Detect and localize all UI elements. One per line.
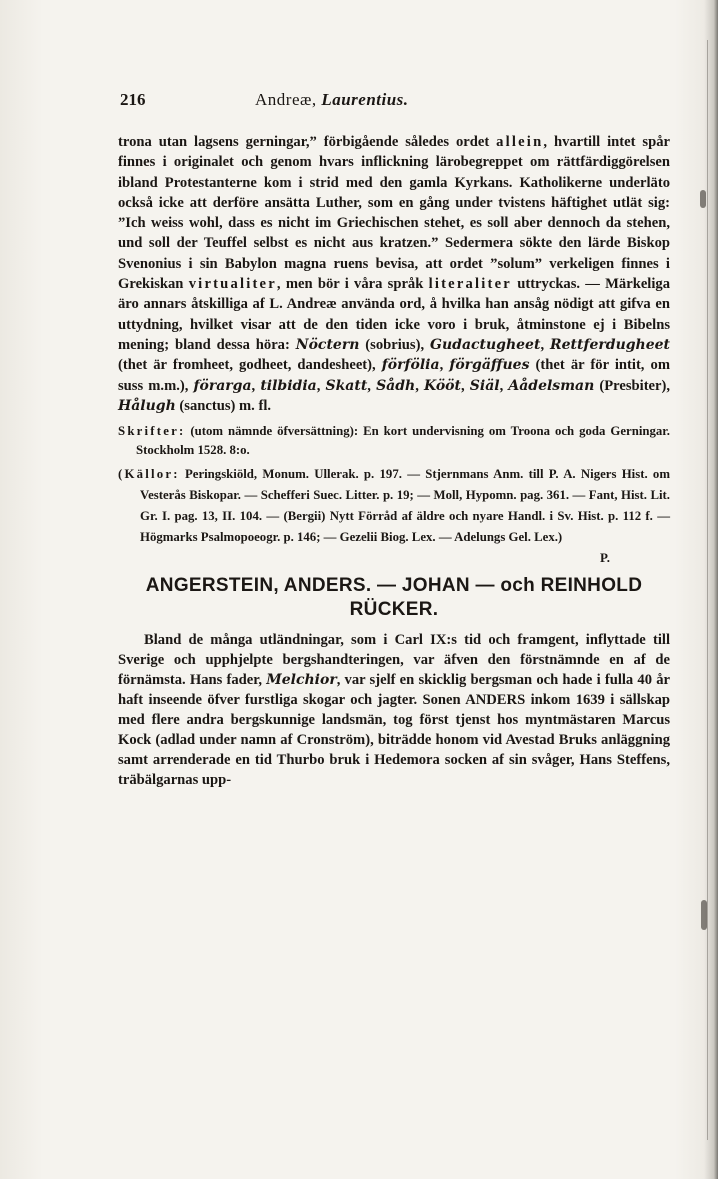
main-text-block [118, 132, 670, 416]
entry-heading [118, 574, 670, 622]
running-head-author: Andreæ, [255, 90, 317, 109]
sources-block [118, 464, 670, 548]
page-number: 216 [120, 90, 146, 109]
entry-heading-line1: ANGERSTEIN, ANDERS. — JOHAN — och REINHOLD [145, 575, 643, 596]
margin-smudge [700, 190, 706, 208]
page-header [0, 90, 718, 120]
author-signature: P. [600, 550, 610, 565]
sources-text: Peringskiöld, Monum. Ullerak. p. 197. — Stjernmans Anm. till P. A. Nigers Hist. om Vesterås Biskopar. — Schefferi Suec. Litter. p. 19; — Moll, Hypomn. pag. 361. — Fant, Hist. Lit. Gr. I. pag. 13, II. 104. — (Bergii) Nytt Förråd af äldre och nyare Handl. i Sv. Hist. p. 112 f. — Högmarks Psalmopoeogr. p. 146; — Gezelii Biog. Lex. — Adelungs Gel. Lex.) [140, 467, 670, 544]
sources-paragraph [118, 464, 670, 548]
margin-smudge [701, 900, 707, 930]
skrifter-paragraph [118, 422, 670, 460]
entry-paragraph: Bland de många utländningar, som i Carl IX:s tid och framgent, inflyttade till Sverige och upphjelpte bergshandteringen, var äfven den förstnämnde en af de förnämsta. Hans fader, Melchior, var sjelf en skicklig bergsman och hade i fulla 40 år haft inseende öfver furstliga skogar och jagter. Sonen ANDERS inkom 1639 i sällskap med flere andra bergskunnige landsmän, tog först tjenst hos myntmästaren Marcus Kock (adlad under namn af Cronström), biträdde honom vid Avestad Bruks anläggning samt arrenderade en tid Thurbo bruk i Hedemora socken af sin svåger, Hans Steffens, träbälgarnas upp- [118, 632, 670, 788]
skrifter-block [118, 422, 670, 460]
entry-heading-line2: RÜCKER. [349, 599, 439, 620]
running-head [255, 90, 409, 110]
running-head-name: Laurentius. [321, 90, 409, 109]
main-paragraph: trona utan lagsens gerningar,” förbigående således ordet allein, hvartill intet spår finnes i originalet och genom hvars inflickning lärobegreppet om rättfärdiggörelsen ibland Protestanterne kom i strid med den gamla Kyrkans. Katholikerne underläto också icke att derföre ansätta Luther, som en gång under tvistens häftighet utlät sig: ”Ich weiss wohl, dass es nicht im Griechischen stehet, es soll aber dennoch da stehen, und soll der Teuffel selbst es nicht aus kratzen.” Sedermera sökte den lärde Biskop Svenonius i sin Babylon magna ruens bevisa, att ordet ”solum” verkeligen finnes i Grekiskan virtualiter, men bör i våra språk literaliter uttryckas. — Märkeliga äro annars åtskilliga af L. Andreæ använda ord, å hvilka han ansåg nödigt att gifva en uttydning, hvilket visar att de den tiden icke voro i bruk, åtminstone ej i Bibelns mening; bland dessa höra: Nöctern (sobrius), Gudactugheet, Rettferdugheet (thet är fromheet, godheet, dandesheet), förfölia, förgäffues (thet är för intit, om suss m.m.), förarga, tilbidia, Skatt, Sådh, Kööt, Siäl, Aådelsman (Presbiter), Hålugh (sanctus) m. fl. [118, 134, 671, 414]
skrifter-text: (utom nämnde öfversättning): En kort undervisning om Troona och goda Gerningar. Stockholm 1528. 8:o. [136, 424, 670, 457]
entry-text-block [118, 630, 670, 790]
page-edge-line [707, 40, 708, 1140]
skrifter-label: Skrifter: [118, 424, 186, 438]
sources-label: (Källor: [118, 467, 180, 481]
